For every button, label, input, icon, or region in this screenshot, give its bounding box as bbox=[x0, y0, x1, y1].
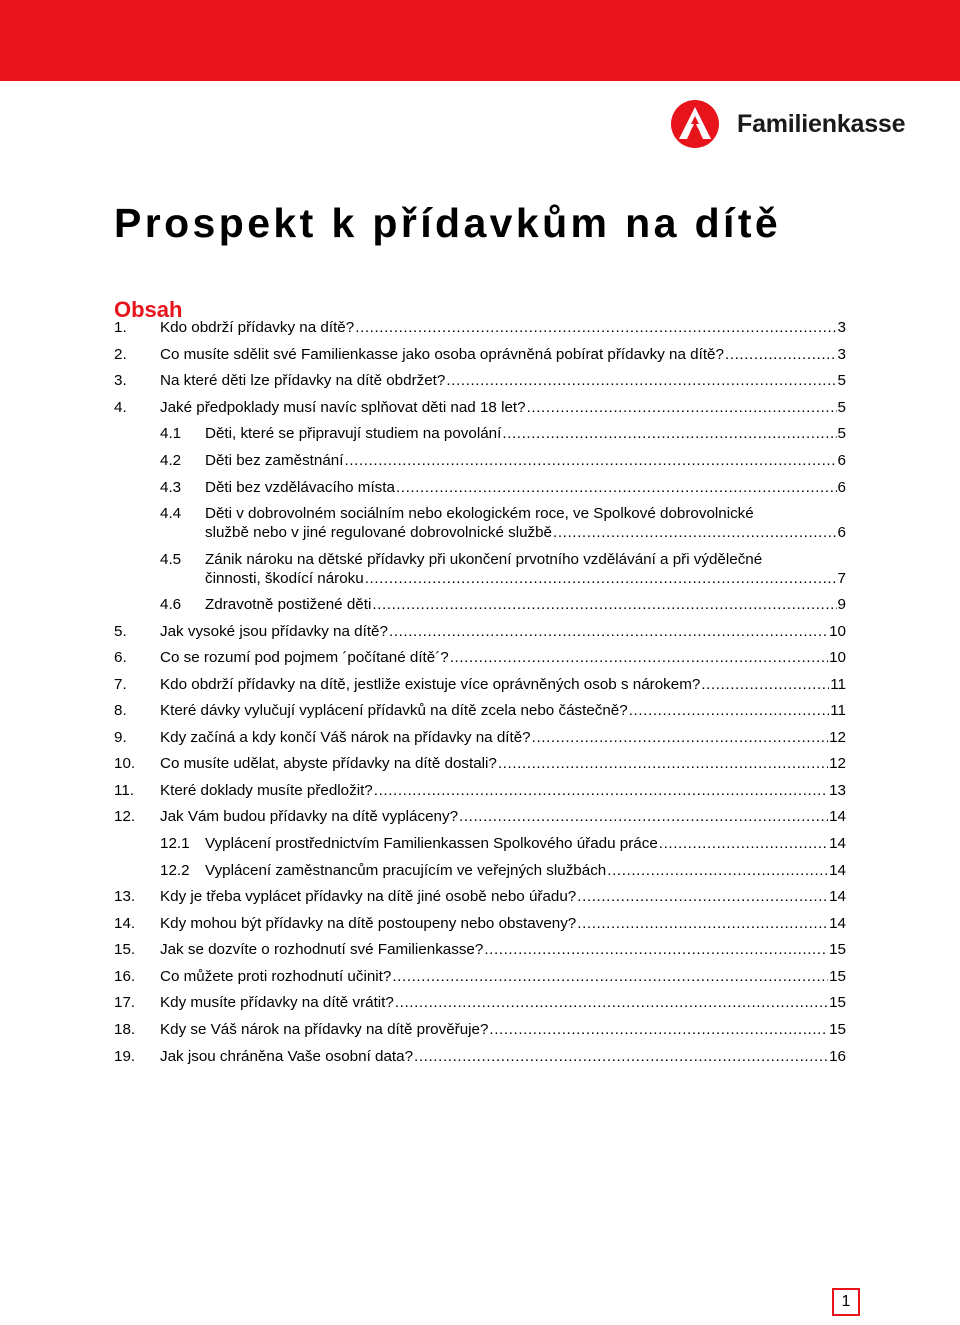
dot-leader bbox=[725, 345, 837, 364]
toc-entry-title: službě nebo v jiné regulované dobrovolnické službě bbox=[205, 524, 553, 541]
toc-entry-page: 7 bbox=[837, 570, 846, 587]
toc-entry-title: Vyplácení zaměstnancům pracujícím ve veřejných službách bbox=[205, 862, 607, 879]
toc-entry-title: Jak vysoké jsou přídavky na dítě? bbox=[160, 623, 388, 640]
toc-entry-title: Co musíte udělat, abyste přídavky na dítě dostali? bbox=[160, 755, 497, 772]
toc-entry[interactable] bbox=[160, 478, 846, 497]
dot-leader bbox=[629, 701, 830, 720]
toc-entry[interactable] bbox=[114, 754, 846, 773]
toc-entry-number: 4.1 bbox=[160, 425, 182, 442]
toc-entry-number: 7. bbox=[114, 676, 127, 693]
toc-entry-page: 6 bbox=[837, 479, 846, 496]
toc-entry-page: 15 bbox=[829, 968, 846, 985]
dot-leader bbox=[532, 728, 828, 747]
dot-leader bbox=[659, 834, 828, 853]
toc-entry-number: 4.2 bbox=[160, 452, 182, 469]
toc-entry-title: činnosti, škodící nároku bbox=[205, 570, 364, 587]
toc-entry-number: 19. bbox=[114, 1048, 136, 1065]
toc-entry-title: Kdo obdrží přídavky na dítě, jestliže existuje více oprávněných osob s nárokem? bbox=[160, 676, 701, 693]
toc-entry-number: 11. bbox=[114, 782, 134, 799]
dot-leader bbox=[577, 914, 828, 933]
dot-leader bbox=[484, 940, 828, 959]
dot-leader bbox=[395, 993, 828, 1012]
toc-entry-number: 4.5 bbox=[160, 551, 182, 568]
toc-entry-title: Zánik nároku na dětské přídavky při ukončení prvotního vzdělávání a při výdělečné bbox=[205, 551, 763, 568]
toc-entry-number: 5. bbox=[114, 623, 127, 640]
toc-entry-title: Děti, které se připravují studiem na povolání bbox=[205, 425, 502, 442]
toc-entry[interactable] bbox=[160, 834, 846, 853]
toc-entry-title: Jak jsou chráněna Vaše osobní data? bbox=[160, 1048, 414, 1065]
toc-entry-page: 9 bbox=[837, 596, 846, 613]
dot-leader bbox=[459, 807, 828, 826]
toc-entry-page: 11 bbox=[830, 676, 846, 693]
toc-entry[interactable] bbox=[114, 781, 846, 800]
toc-entry-number: 4.4 bbox=[160, 505, 182, 522]
toc-entry-title: Které doklady musíte předložit? bbox=[160, 782, 373, 799]
toc-entry-number: 1. bbox=[114, 319, 127, 336]
toc-entry-number: 12. bbox=[114, 808, 136, 825]
toc-entry-number: 8. bbox=[114, 702, 127, 719]
toc-entry-page: 14 bbox=[829, 808, 846, 825]
toc-entry-number: 3. bbox=[114, 372, 127, 389]
toc-entry[interactable] bbox=[114, 398, 846, 417]
toc-entry-number: 15. bbox=[114, 941, 136, 958]
toc-entry[interactable] bbox=[114, 675, 846, 694]
toc-entry-page: 3 bbox=[837, 319, 846, 336]
toc-entry[interactable] bbox=[114, 318, 846, 337]
dot-leader bbox=[577, 887, 828, 906]
dot-leader bbox=[374, 781, 828, 800]
toc-entry-number: 12.2 bbox=[160, 862, 190, 879]
toc-entry-page: 12 bbox=[829, 755, 846, 772]
toc-entry[interactable] bbox=[160, 595, 846, 614]
toc-entry[interactable] bbox=[114, 1020, 846, 1039]
toc-entry-title: Děti bez vzdělávacího místa bbox=[205, 479, 395, 496]
toc-entry-title: Děti v dobrovolném sociálním nebo ekologickém roce, ve Spolkové dobrovolnické bbox=[205, 505, 754, 522]
toc-entry-title: Zdravotně postižené děti bbox=[205, 596, 372, 613]
toc-entry[interactable] bbox=[114, 887, 846, 906]
dot-leader bbox=[389, 622, 828, 641]
toc-entry[interactable] bbox=[114, 1047, 846, 1066]
dot-leader bbox=[527, 398, 837, 417]
toc-entry-page: 12 bbox=[829, 729, 846, 746]
dot-leader bbox=[392, 967, 828, 986]
toc-entry[interactable] bbox=[114, 728, 846, 747]
toc-entry-title: Kdy je třeba vyplácet přídavky na dítě jiné osobě nebo úřadu? bbox=[160, 888, 577, 905]
toc-entry-number: 17. bbox=[114, 994, 136, 1011]
toc-entry-page: 6 bbox=[837, 452, 846, 469]
toc-entry-title: Na které děti lze přídavky na dítě obdržet? bbox=[160, 372, 446, 389]
dot-leader bbox=[365, 569, 837, 588]
toc-entry[interactable] bbox=[114, 345, 846, 364]
toc-entry-number: 13. bbox=[114, 888, 136, 905]
toc-entry-page: 14 bbox=[829, 862, 846, 879]
toc-entry-title: Kdy musíte přídavky na dítě vrátit? bbox=[160, 994, 394, 1011]
toc-entry-title: Děti bez zaměstnání bbox=[205, 452, 344, 469]
toc-entry[interactable] bbox=[160, 451, 846, 470]
toc-entry-page: 5 bbox=[837, 372, 846, 389]
toc-entry-number: 2. bbox=[114, 346, 127, 363]
toc-entry-page: 14 bbox=[829, 835, 846, 852]
toc-entry-title: Co se rozumí pod pojmem ´počítané dítě´? bbox=[160, 649, 449, 666]
toc-entry-title: Kdo obdrží přídavky na dítě? bbox=[160, 319, 355, 336]
toc-entry-number: 10. bbox=[114, 755, 136, 772]
dot-leader bbox=[502, 424, 836, 443]
dot-leader bbox=[450, 648, 828, 667]
dot-leader bbox=[553, 523, 837, 542]
toc-entry[interactable] bbox=[114, 622, 846, 641]
toc-entry[interactable] bbox=[114, 993, 846, 1012]
toc-entry[interactable] bbox=[114, 371, 846, 390]
page-number: 1 bbox=[832, 1288, 860, 1316]
dot-leader bbox=[701, 675, 829, 694]
toc-entry-title: Jak se dozvíte o rozhodnutí své Familienkasse? bbox=[160, 941, 484, 958]
toc-entry-title: Které dávky vylučují vyplácení přídavků na dítě zcela nebo částečně? bbox=[160, 702, 628, 719]
toc-entry[interactable] bbox=[160, 861, 846, 880]
toc-entry-title: Co můžete proti rozhodnutí učinit? bbox=[160, 968, 392, 985]
toc-entry[interactable] bbox=[160, 424, 846, 443]
toc-entry-page: 13 bbox=[829, 782, 846, 799]
toc-entry-number: 4. bbox=[114, 399, 127, 416]
toc-entry-number: 6. bbox=[114, 649, 127, 666]
dot-leader bbox=[396, 478, 837, 497]
dot-leader bbox=[372, 595, 836, 614]
toc-entry-number: 16. bbox=[114, 968, 136, 985]
toc-entry-page: 3 bbox=[837, 346, 846, 363]
toc-entry-number: 14. bbox=[114, 915, 136, 932]
toc-entry-page: 14 bbox=[829, 915, 846, 932]
toc-entry-page: 15 bbox=[829, 994, 846, 1011]
toc-entry-number: 9. bbox=[114, 729, 127, 746]
toc-entry-title: Jaké předpoklady musí navíc splňovat děti nad 18 let? bbox=[160, 399, 526, 416]
toc-entry-page: 11 bbox=[830, 702, 846, 719]
toc-entry-title: Jak Vám budou přídavky na dítě vypláceny? bbox=[160, 808, 459, 825]
dot-leader bbox=[446, 371, 836, 390]
toc-entry-title: Kdy mohou být přídavky na dítě postoupeny nebo obstaveny? bbox=[160, 915, 577, 932]
toc-entry-page: 15 bbox=[829, 1021, 846, 1038]
toc-entry-title: Kdy začíná a kdy končí Váš nárok na přídavky na dítě? bbox=[160, 729, 531, 746]
toc-entry-number: 4.3 bbox=[160, 479, 182, 496]
toc-entry-number: 18. bbox=[114, 1021, 136, 1038]
toc-entry[interactable] bbox=[160, 550, 846, 588]
toc-entry-page: 10 bbox=[829, 623, 846, 640]
toc-entry[interactable] bbox=[114, 940, 846, 959]
toc-entry-page: 14 bbox=[829, 888, 846, 905]
dot-leader bbox=[344, 451, 836, 470]
toc-entry-title: Co musíte sdělit své Familienkasse jako osoba oprávněná pobírat přídavky na dítě? bbox=[160, 346, 724, 363]
brand-name: Familienkasse bbox=[737, 109, 906, 138]
toc-entry-title: Vyplácení prostřednictvím Familienkassen Spolkového úřadu práce bbox=[205, 835, 658, 852]
toc-entry-number: 12.1 bbox=[160, 835, 190, 852]
dot-leader bbox=[607, 861, 828, 880]
toc-entry-page: 10 bbox=[829, 649, 846, 666]
toc-entry-page: 16 bbox=[829, 1048, 846, 1065]
dot-leader bbox=[355, 318, 836, 337]
toc-entry[interactable] bbox=[114, 648, 846, 667]
toc-entry-title: Kdy se Váš nárok na přídavky na dítě prověřuje? bbox=[160, 1021, 489, 1038]
toc-entry-page: 6 bbox=[837, 524, 846, 541]
toc-entry[interactable] bbox=[114, 701, 846, 720]
toc-entry[interactable] bbox=[114, 967, 846, 986]
toc-entry-page: 5 bbox=[837, 425, 846, 442]
toc-entry[interactable] bbox=[114, 914, 846, 933]
toc-heading: Obsah bbox=[114, 297, 183, 322]
document-title: Prospekt k přídavkům na dítě bbox=[114, 200, 782, 246]
dot-leader bbox=[498, 754, 828, 773]
toc-entry-number: 4.6 bbox=[160, 596, 182, 613]
dot-leader bbox=[414, 1047, 828, 1066]
toc-entry-page: 5 bbox=[837, 399, 846, 416]
toc-entry-page: 15 bbox=[829, 941, 846, 958]
dot-leader bbox=[489, 1020, 828, 1039]
toc-entry[interactable] bbox=[160, 504, 846, 542]
toc-entry[interactable] bbox=[114, 807, 846, 826]
